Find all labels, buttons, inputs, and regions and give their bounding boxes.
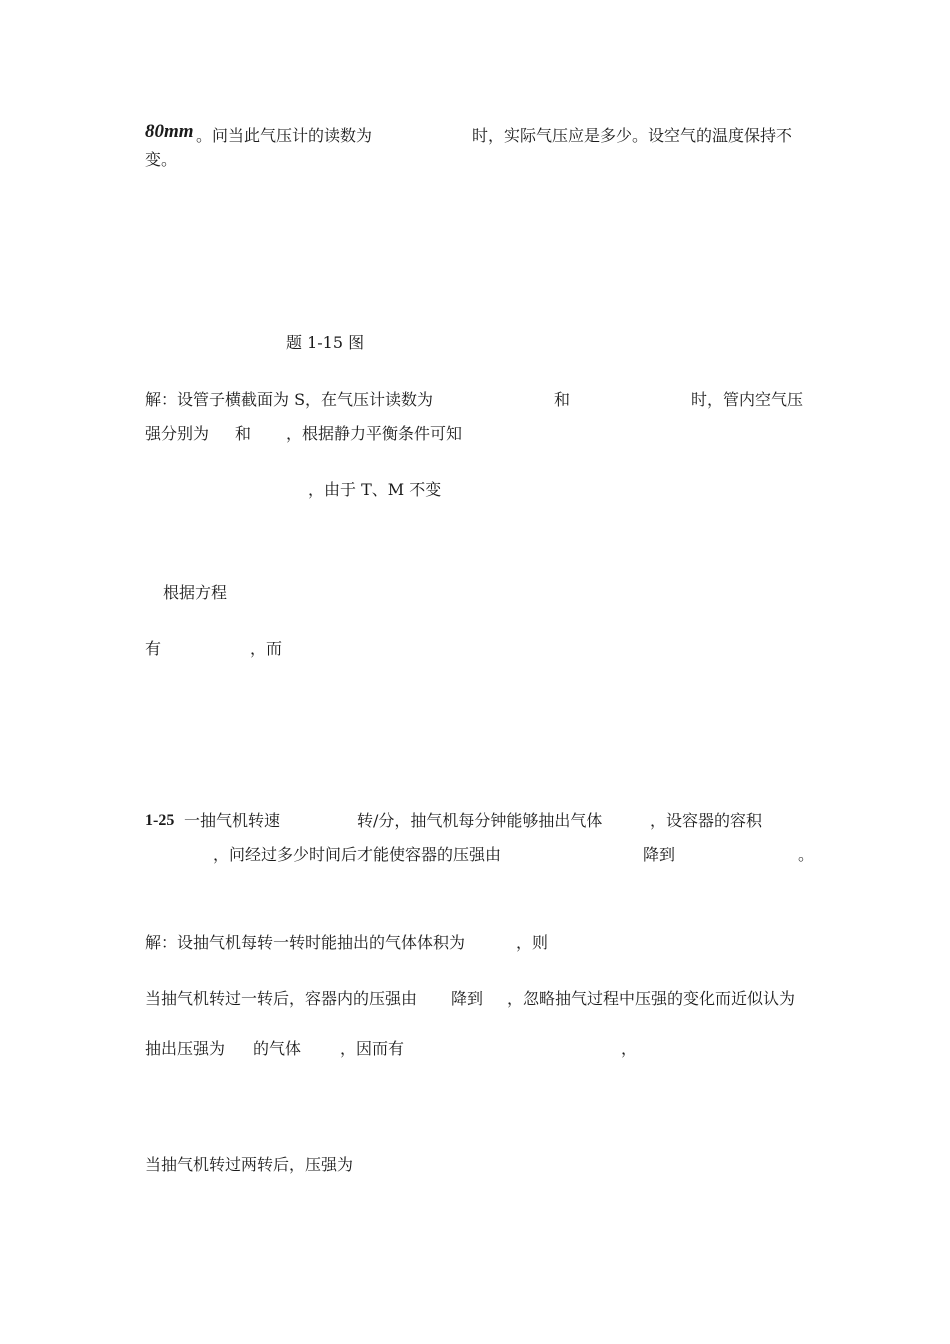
solution-1-15-line5-b: ，而 (250, 639, 283, 658)
solution-1-25-line3-c: ，因而有 (340, 1039, 405, 1058)
problem-1-25-line1-c: ，设容器的容积 (650, 811, 763, 830)
solution-1-15-line3: ，由于 T、M 不变 (308, 480, 442, 499)
solution-1-25-line3-d: ， (621, 1039, 638, 1058)
problem-1-25-line2-a: ，问经过多少时间后才能使容器的压强由 (213, 845, 502, 864)
problem-1-15-text-b: 时，实际气压应是多少。设空气的温度保持不 (472, 126, 793, 145)
figure-caption: 题 1-15 图 (286, 333, 365, 352)
solution-1-15-line4: 根据方程 (163, 583, 228, 602)
solution-1-15-line5-a: 有 (145, 639, 162, 658)
problem-1-25-line2-b: 降到 (643, 845, 676, 864)
problem-1-25-line1-b: 转/分，抽气机每分钟能够抽出气体 (357, 811, 603, 830)
solution-1-25-line1-b: ，则 (516, 933, 549, 952)
solution-1-25-line3-a: 抽出压强为 (145, 1039, 226, 1058)
solution-1-15-line1-b: 和 (554, 390, 571, 409)
problem-1-25-number: 1-25 (145, 812, 175, 829)
solution-1-15-line2-a: 强分别为 (145, 424, 210, 443)
solution-1-15-line2-c: ，根据静力平衡条件可知 (286, 424, 463, 443)
value-80mm: 80mm (145, 121, 194, 142)
solution-1-15-line1-a: 解：设管子横截面为 S，在气压计读数为 (145, 390, 434, 409)
solution-1-15-line1-c: 时，管内空气压 (691, 390, 804, 409)
solution-1-25-line2-a: 当抽气机转过一转后，容器内的压强由 (145, 989, 418, 1008)
solution-1-25-line3-b: 的气体 (253, 1039, 302, 1058)
solution-1-25-line4: 当抽气机转过两转后，压强为 (145, 1155, 354, 1174)
solution-1-25-line2-b: 降到 (451, 989, 484, 1008)
problem-1-15-text-line2: 变。 (145, 150, 178, 169)
solution-1-25-line2-c: ，忽略抽气过程中压强的变化而近似认为 (507, 989, 796, 1008)
problem-1-25-line1-a: 一抽气机转速 (184, 811, 281, 830)
problem-1-25-line2-c: 。 (798, 845, 815, 864)
problem-1-15-text-a: 。问当此气压计的读数为 (196, 126, 373, 145)
solution-1-15-line2-b: 和 (235, 424, 252, 443)
solution-1-25-line1-a: 解：设抽气机每转一转时能抽出的气体体积为 (145, 933, 466, 952)
